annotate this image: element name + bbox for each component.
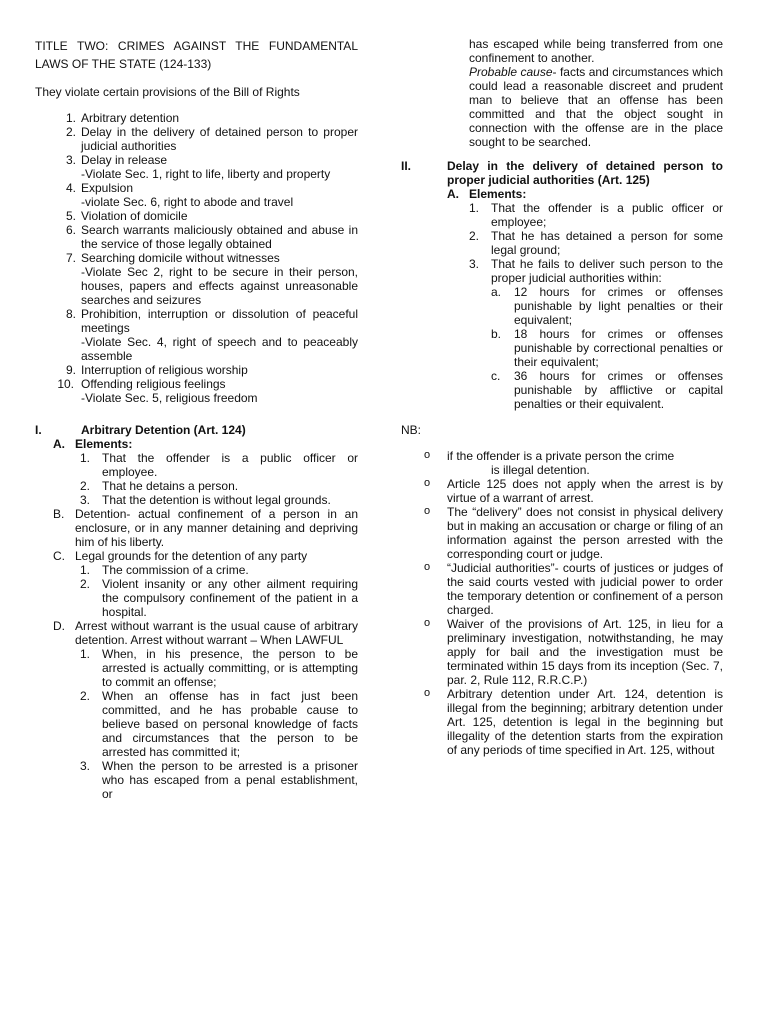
item-letter: a. xyxy=(491,285,502,299)
subsection-letter: C. xyxy=(53,549,65,563)
intro-text: They violate certain provisions of the Bill of Rights xyxy=(35,85,300,99)
spacer xyxy=(35,101,358,111)
term-definition: - facts and circumstances which could lead a reasonable discreet and prudent man to believe that an offense has been committed and that the object sought in connection with the offense are in the place sought to be searched. xyxy=(469,65,723,149)
item-text: The commission of a crime. xyxy=(102,563,249,577)
section-title: Arbitrary Detention (Art. 124) xyxy=(81,423,246,437)
item-number: 6. xyxy=(65,223,76,237)
item-number: 1. xyxy=(469,201,480,215)
bullet-icon: o xyxy=(424,449,431,461)
item-text: When the person to be arrested is a prisoner who has escaped from a penal establishment, or xyxy=(102,759,358,801)
item-number: 2. xyxy=(65,125,76,139)
bullet-icon: o xyxy=(424,687,431,699)
list-item xyxy=(35,209,358,223)
section-number: I. xyxy=(35,423,42,437)
item-number: 2. xyxy=(80,689,91,703)
subsection-text: Detention- actual confinement of a person in an enclosure, or in any manner detaining and depriving him of his liberty. xyxy=(75,507,358,549)
item-subtext: -Violate Sec. 1, right to life, liberty and property xyxy=(81,167,331,181)
subsection-detention-definition xyxy=(35,507,358,549)
list-item xyxy=(35,493,358,507)
note-item xyxy=(401,477,723,505)
item-text: That the offender is a public officer or employee. xyxy=(102,451,358,479)
item-text: Searching domicile without witnesses xyxy=(81,251,280,265)
item-text: Prohibition, interruption or dissolution of peaceful meetings xyxy=(81,307,358,335)
list-item xyxy=(401,369,723,411)
item-text: 18 hours for crimes or offenses punishable by correctional penalties or their equivalent; xyxy=(514,327,723,369)
spacer xyxy=(401,149,723,159)
list-item xyxy=(401,257,723,285)
item-number: 8. xyxy=(65,307,76,321)
list-item xyxy=(35,563,358,577)
item-subtext: -Violate Sec 2, right to be secure in their person, houses, papers and effects against unreasonable searches and seizures xyxy=(81,265,358,307)
item-text: When, in his presence, the person to be arrested is actually committing, or is attempting to commit an offense; xyxy=(102,647,358,689)
document-title: TITLE TWO: CRIMES AGAINST THE FUNDAMENTAL LAWS OF THE STATE (124-133) xyxy=(35,39,358,71)
note-text-continued: is illegal detention. xyxy=(491,463,590,477)
bullet-icon: o xyxy=(424,477,431,489)
item-text: Interruption of religious worship xyxy=(81,363,248,377)
probable-cause-definition xyxy=(401,65,723,149)
subsection-letter: A. xyxy=(53,437,65,451)
subsection-text: Arrest without warrant is the usual cause of arbitrary detention. Arrest without warrant – When LAWFUL xyxy=(75,619,358,647)
item-text: Expulsion xyxy=(81,181,134,195)
subsection-title: Elements: xyxy=(75,437,133,451)
section-title: Delay in the delivery of detained person to proper judicial authorities (Art. 125) xyxy=(447,159,723,187)
item-subtext: -Violate Sec. 5, religious freedom xyxy=(81,391,258,405)
item-text: 12 hours for crimes or offenses punishable by light penalties or their equivalent; xyxy=(514,285,723,327)
item-text: Search warrants maliciously obtained and abuse in the service of those legally obtained xyxy=(81,223,358,251)
item-text: That he detains a person. xyxy=(102,479,239,493)
bullet-icon: o xyxy=(424,505,431,517)
item-subtext: -violate Sec. 6, right to abode and travel xyxy=(81,195,294,209)
note-item xyxy=(401,505,723,561)
list-item xyxy=(35,251,358,265)
item-number: 9. xyxy=(65,363,76,377)
note-item xyxy=(401,561,723,617)
list-item xyxy=(35,479,358,493)
item-text: Violent insanity or any other ailment requiring the compulsory confinement of the patient in a hospital. xyxy=(102,577,358,619)
item-number: 3. xyxy=(65,153,76,167)
bullet-icon: o xyxy=(424,617,431,629)
list-item xyxy=(401,285,723,327)
list-item xyxy=(401,201,723,229)
section-heading-arbitrary-detention xyxy=(35,423,358,437)
list-item xyxy=(35,363,358,377)
note-item xyxy=(401,687,723,757)
subsection-letter: B. xyxy=(53,507,65,521)
item-text: Violation of domicile xyxy=(81,209,188,223)
note-text: if the offender is a private person the crime xyxy=(447,449,675,463)
item-number: 3. xyxy=(469,257,480,271)
note-item xyxy=(401,449,723,477)
note-text: Arbitrary detention under Art. 124, detention is illegal from the beginning; arbitrary detention under Art. 125, detention is legal in the beginning but illegality of the detention starts from the expiration of any periods of time specified in Art. 125, without xyxy=(447,687,723,757)
subsection-letter: A. xyxy=(447,187,459,201)
spacer xyxy=(401,439,723,449)
item-text: Delay in release xyxy=(81,153,168,167)
item-number: 10. xyxy=(57,377,74,391)
subsection-heading-elements xyxy=(401,187,723,201)
item-number: 3. xyxy=(80,759,91,773)
list-item xyxy=(35,111,358,125)
continued-text: has escaped while being transferred from one confinement to another. xyxy=(469,37,723,65)
subsection-title: Elements: xyxy=(469,187,527,201)
item-letter: b. xyxy=(491,327,502,341)
item-text: That the offender is a public officer or employee; xyxy=(491,201,723,229)
item-text: That the detention is without legal grounds. xyxy=(102,493,331,507)
item-text: 36 hours for crimes or offenses punishable by afflictive or capital penalties or their equivalent. xyxy=(514,369,723,411)
note-item xyxy=(401,617,723,687)
list-item xyxy=(35,577,358,619)
list-item xyxy=(35,759,358,801)
item-text: Arbitrary detention xyxy=(81,111,180,125)
subsection-text: Legal grounds for the detention of any party xyxy=(75,549,308,563)
list-item xyxy=(35,689,358,759)
subsection-legal-grounds xyxy=(35,549,358,563)
list-item xyxy=(35,223,358,251)
right-column xyxy=(401,37,723,757)
subsection-arrest-without-warrant xyxy=(35,619,358,647)
note-text: The “delivery” does not consist in physical delivery but in making an accusation or charge or filing of an information against the person arrested with the corresponding court or judge. xyxy=(447,505,723,561)
item-number: 7. xyxy=(65,251,76,265)
item-text: That he has detained a person for some legal ground; xyxy=(491,229,723,257)
note-text: “Judicial authorities”- courts of justices or judges of the said courts vested with judicial power to order the temporary detention or confinement of a person charged. xyxy=(447,561,723,617)
item-text: Offending religious feelings xyxy=(81,377,226,391)
item-letter: c. xyxy=(491,369,501,383)
spacer xyxy=(35,405,358,423)
list-item xyxy=(35,451,358,479)
list-item xyxy=(35,181,358,195)
list-item xyxy=(401,327,723,369)
spacer xyxy=(35,73,358,83)
item-subtext: -Violate Sec. 4, right of speech and to peaceably assemble xyxy=(81,335,358,363)
item-text: When an offense has in fact just been committed, and he has probable cause to believe based on personal knowledge of facts and circumstances that the person to be arrested has committed it; xyxy=(102,689,358,759)
item-number: 1. xyxy=(80,563,91,577)
subsection-letter: D. xyxy=(53,619,65,633)
bullet-icon: o xyxy=(424,561,431,573)
item-number: 5. xyxy=(65,209,76,223)
subsection-heading-elements xyxy=(35,437,358,451)
list-item xyxy=(35,307,358,335)
nb-label: NB: xyxy=(401,423,422,437)
note-text: Waiver of the provisions of Art. 125, in lieu for a preliminary investigation, notwithstanding, he may apply for bail and the investigation must be terminated within 15 days from its inception (Sec. 7, par. 2, Rule 112, R.R.C.P.) xyxy=(447,617,723,687)
list-item xyxy=(401,229,723,257)
item-number: 1. xyxy=(65,111,76,125)
item-number: 4. xyxy=(65,181,76,195)
item-number: 2. xyxy=(80,479,91,493)
item-text: Delay in the delivery of detained person to proper judicial authorities xyxy=(81,125,358,153)
item-number: 2. xyxy=(469,229,480,243)
list-item xyxy=(35,153,358,167)
list-item xyxy=(35,125,358,153)
term-label: Probable cause xyxy=(469,65,553,79)
spacer xyxy=(401,411,723,421)
item-number: 2. xyxy=(80,577,91,591)
list-item xyxy=(35,647,358,689)
list-item xyxy=(35,377,358,391)
item-text: That he fails to deliver such person to the proper judicial authorities within: xyxy=(491,257,723,285)
left-column xyxy=(35,37,358,801)
section-heading-delay-in-delivery xyxy=(401,159,723,187)
item-number: 1. xyxy=(80,647,91,661)
note-text: Article 125 does not apply when the arrest is by virtue of a warrant of arrest. xyxy=(447,477,723,505)
item-number: 3. xyxy=(80,493,91,507)
crimes-list xyxy=(35,111,358,405)
section-number: II. xyxy=(401,159,412,173)
item-number: 1. xyxy=(80,451,91,465)
